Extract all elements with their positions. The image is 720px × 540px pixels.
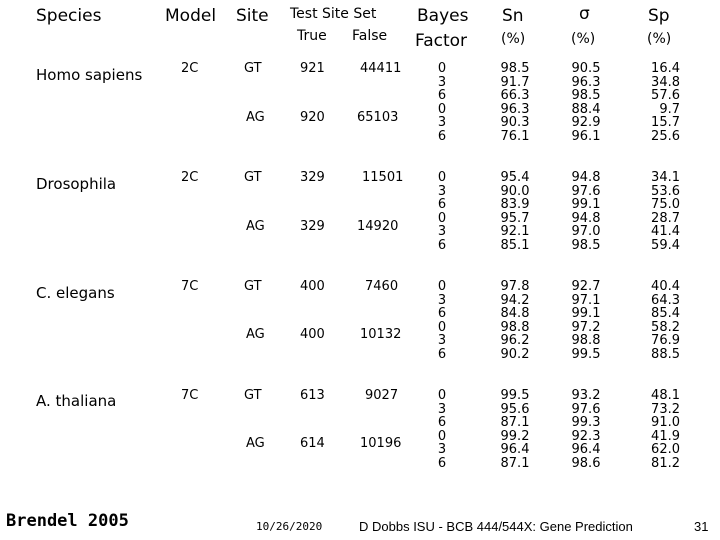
bayes-value: 6 [437, 128, 447, 144]
slide-date: 10/26/2020 [256, 520, 323, 533]
bayes-value: 0 [437, 388, 447, 403]
species-name: A. thaliana [36, 392, 117, 410]
header-true: True [297, 28, 327, 44]
species-name: C. elegans [36, 284, 115, 302]
bayes-factor-list [432, 171, 452, 252]
sigma-value: 96.4 [571, 442, 601, 457]
sigma-value: 93.2 [571, 388, 601, 403]
sp-value: 48.1 [651, 388, 680, 403]
bayes-value: 6 [437, 306, 447, 321]
sp-value: 81.2 [651, 455, 680, 471]
sn-value: 90.3 [500, 115, 530, 130]
citation: Brendel 2005 [6, 511, 129, 531]
false-count: 10132 [360, 327, 402, 342]
sigma-value: 99.1 [571, 306, 601, 321]
sn-value: 83.9 [500, 197, 530, 212]
bayes-value: 3 [437, 183, 447, 199]
sigma-list [564, 389, 608, 470]
sp-value: 88.5 [651, 346, 680, 362]
sigma-list [564, 280, 608, 361]
sigma-list [564, 171, 608, 252]
sp-list [636, 171, 680, 252]
sigma-value: 96.3 [571, 74, 601, 90]
sp-value: 28.7 [651, 210, 680, 226]
bayes-factor-list [432, 62, 452, 143]
header-site: Site [236, 6, 269, 26]
header-sn-unit: (%) [501, 31, 526, 47]
true-count: 614 [300, 436, 325, 451]
sp-value: 34.8 [651, 74, 680, 90]
sn-value: 95.4 [500, 170, 530, 185]
sigma-value: 97.6 [571, 183, 601, 199]
header-test-site-set: Test Site Set [290, 6, 377, 22]
sn-value: 99.2 [500, 428, 530, 444]
bayes-value: 0 [437, 101, 447, 117]
model-value: 2C [181, 170, 199, 185]
sigma-list [564, 62, 608, 143]
species-name: Homo sapiens [36, 66, 143, 84]
model-value: 7C [181, 388, 199, 403]
sn-value: 95.6 [500, 401, 530, 417]
false-count: 14920 [357, 219, 399, 234]
bayes-value: 6 [437, 237, 447, 253]
false-count: 11501 [362, 170, 404, 185]
sp-value: 62.0 [651, 442, 680, 457]
true-count: 921 [300, 61, 325, 76]
bayes-value: 6 [437, 455, 447, 471]
sigma-value: 99.5 [571, 346, 601, 362]
bayes-value: 0 [437, 61, 447, 76]
sp-value: 16.4 [651, 61, 680, 76]
true-count: 400 [300, 279, 325, 294]
sigma-value: 98.6 [571, 455, 601, 471]
sp-value: 64.3 [651, 292, 680, 308]
sp-value: 73.2 [651, 401, 680, 417]
sp-value: 25.6 [651, 128, 680, 144]
sn-value: 87.1 [500, 455, 530, 471]
sp-value: 41.4 [651, 224, 680, 239]
header-bayes: Bayes [417, 6, 469, 26]
bayes-value: 6 [437, 197, 447, 212]
header-false: False [352, 28, 388, 44]
sigma-value: 97.2 [571, 319, 601, 335]
sn-value: 98.5 [500, 61, 530, 76]
sigma-value: 92.3 [571, 428, 601, 444]
bayes-value: 0 [437, 210, 447, 226]
model-value: 7C [181, 279, 199, 294]
header-sigma: σ [579, 4, 590, 24]
true-count: 613 [300, 388, 325, 403]
sp-value: 9.7 [659, 101, 680, 117]
species-name: Drosophila [36, 175, 117, 193]
bayes-value: 3 [437, 333, 447, 348]
bayes-value: 3 [437, 224, 447, 239]
site-value: AG [246, 219, 265, 234]
bayes-value: 6 [437, 415, 447, 430]
header-sp-unit: (%) [647, 31, 672, 47]
sp-value: 40.4 [651, 279, 680, 294]
sn-value: 92.1 [500, 224, 530, 239]
sp-value: 53.6 [651, 183, 680, 199]
sigma-value: 96.1 [571, 128, 601, 144]
sigma-value: 90.5 [571, 61, 601, 76]
sp-value: 76.9 [651, 333, 680, 348]
sigma-value: 97.6 [571, 401, 601, 417]
sn-list [493, 62, 537, 143]
bayes-value: 6 [437, 346, 447, 362]
false-count: 9027 [365, 388, 399, 403]
bayes-factor-list [432, 389, 452, 470]
header-species: Species [36, 6, 102, 26]
sn-list [493, 171, 537, 252]
bayes-value: 3 [437, 74, 447, 90]
site-value: AG [246, 327, 265, 342]
sigma-value: 98.5 [571, 237, 601, 253]
sn-list [493, 389, 537, 470]
true-count: 920 [300, 110, 325, 125]
site-value: GT [244, 170, 262, 185]
true-count: 400 [300, 327, 325, 342]
sn-value: 76.1 [500, 128, 530, 144]
site-value: AG [246, 436, 265, 451]
sn-value: 90.0 [500, 183, 530, 199]
bayes-value: 3 [437, 115, 447, 130]
sn-value: 96.4 [500, 442, 530, 457]
bayes-value: 3 [437, 442, 447, 457]
sp-value: 85.4 [651, 306, 680, 321]
sn-value: 85.1 [500, 237, 530, 253]
page-number: 31 [694, 519, 709, 534]
bayes-value: 0 [437, 428, 447, 444]
header-factor: Factor [415, 31, 468, 51]
sn-list [493, 280, 537, 361]
sn-value: 96.2 [500, 333, 530, 348]
sigma-value: 94.8 [571, 210, 601, 226]
bayes-value: 3 [437, 401, 447, 417]
sn-value: 66.3 [500, 88, 530, 103]
bayes-value: 0 [437, 279, 447, 294]
bayes-factor-list [432, 280, 452, 361]
sp-value: 57.6 [651, 88, 680, 103]
sn-value: 84.8 [500, 306, 530, 321]
sn-value: 91.7 [500, 74, 530, 90]
sp-value: 15.7 [651, 115, 680, 130]
false-count: 7460 [365, 279, 399, 294]
sn-value: 98.8 [500, 319, 530, 335]
sigma-value: 97.1 [571, 292, 601, 308]
sigma-value: 92.7 [571, 279, 601, 294]
model-value: 2C [181, 61, 199, 76]
bayes-value: 0 [437, 319, 447, 335]
sp-list [636, 280, 680, 361]
site-value: AG [246, 110, 265, 125]
sn-value: 97.8 [500, 279, 530, 294]
sp-list [636, 389, 680, 470]
sp-value: 41.9 [651, 428, 680, 444]
sn-value: 96.3 [500, 101, 530, 117]
sigma-value: 92.9 [571, 115, 601, 130]
header-sp: Sp [648, 6, 670, 26]
sigma-value: 88.4 [571, 101, 601, 117]
site-value: GT [244, 61, 262, 76]
header-model: Model [165, 6, 217, 26]
sp-list [636, 62, 680, 143]
true-count: 329 [300, 219, 325, 234]
site-value: GT [244, 388, 262, 403]
header-sigma-unit: (%) [571, 31, 596, 47]
false-count: 44411 [360, 61, 402, 76]
true-count: 329 [300, 170, 325, 185]
sigma-value: 97.0 [571, 224, 601, 239]
site-value: GT [244, 279, 262, 294]
sigma-value: 94.8 [571, 170, 601, 185]
sigma-value: 98.8 [571, 333, 601, 348]
sp-value: 34.1 [651, 170, 680, 185]
sigma-value: 99.1 [571, 197, 601, 212]
sigma-value: 98.5 [571, 88, 601, 103]
course-title: D Dobbs ISU - BCB 444/544X: Gene Prediction [359, 519, 633, 534]
sp-value: 75.0 [651, 197, 680, 212]
bayes-value: 3 [437, 292, 447, 308]
bayes-value: 6 [437, 88, 447, 103]
header-sn: Sn [502, 6, 524, 26]
false-count: 10196 [360, 436, 402, 451]
sn-value: 87.1 [500, 415, 530, 430]
sigma-value: 99.3 [571, 415, 601, 430]
sn-value: 95.7 [500, 210, 530, 226]
false-count: 65103 [357, 110, 399, 125]
sn-value: 99.5 [500, 388, 530, 403]
sp-value: 58.2 [651, 319, 680, 335]
sn-value: 94.2 [500, 292, 530, 308]
sp-value: 59.4 [651, 237, 680, 253]
bayes-value: 0 [437, 170, 447, 185]
sn-value: 90.2 [500, 346, 530, 362]
sp-value: 91.0 [651, 415, 680, 430]
